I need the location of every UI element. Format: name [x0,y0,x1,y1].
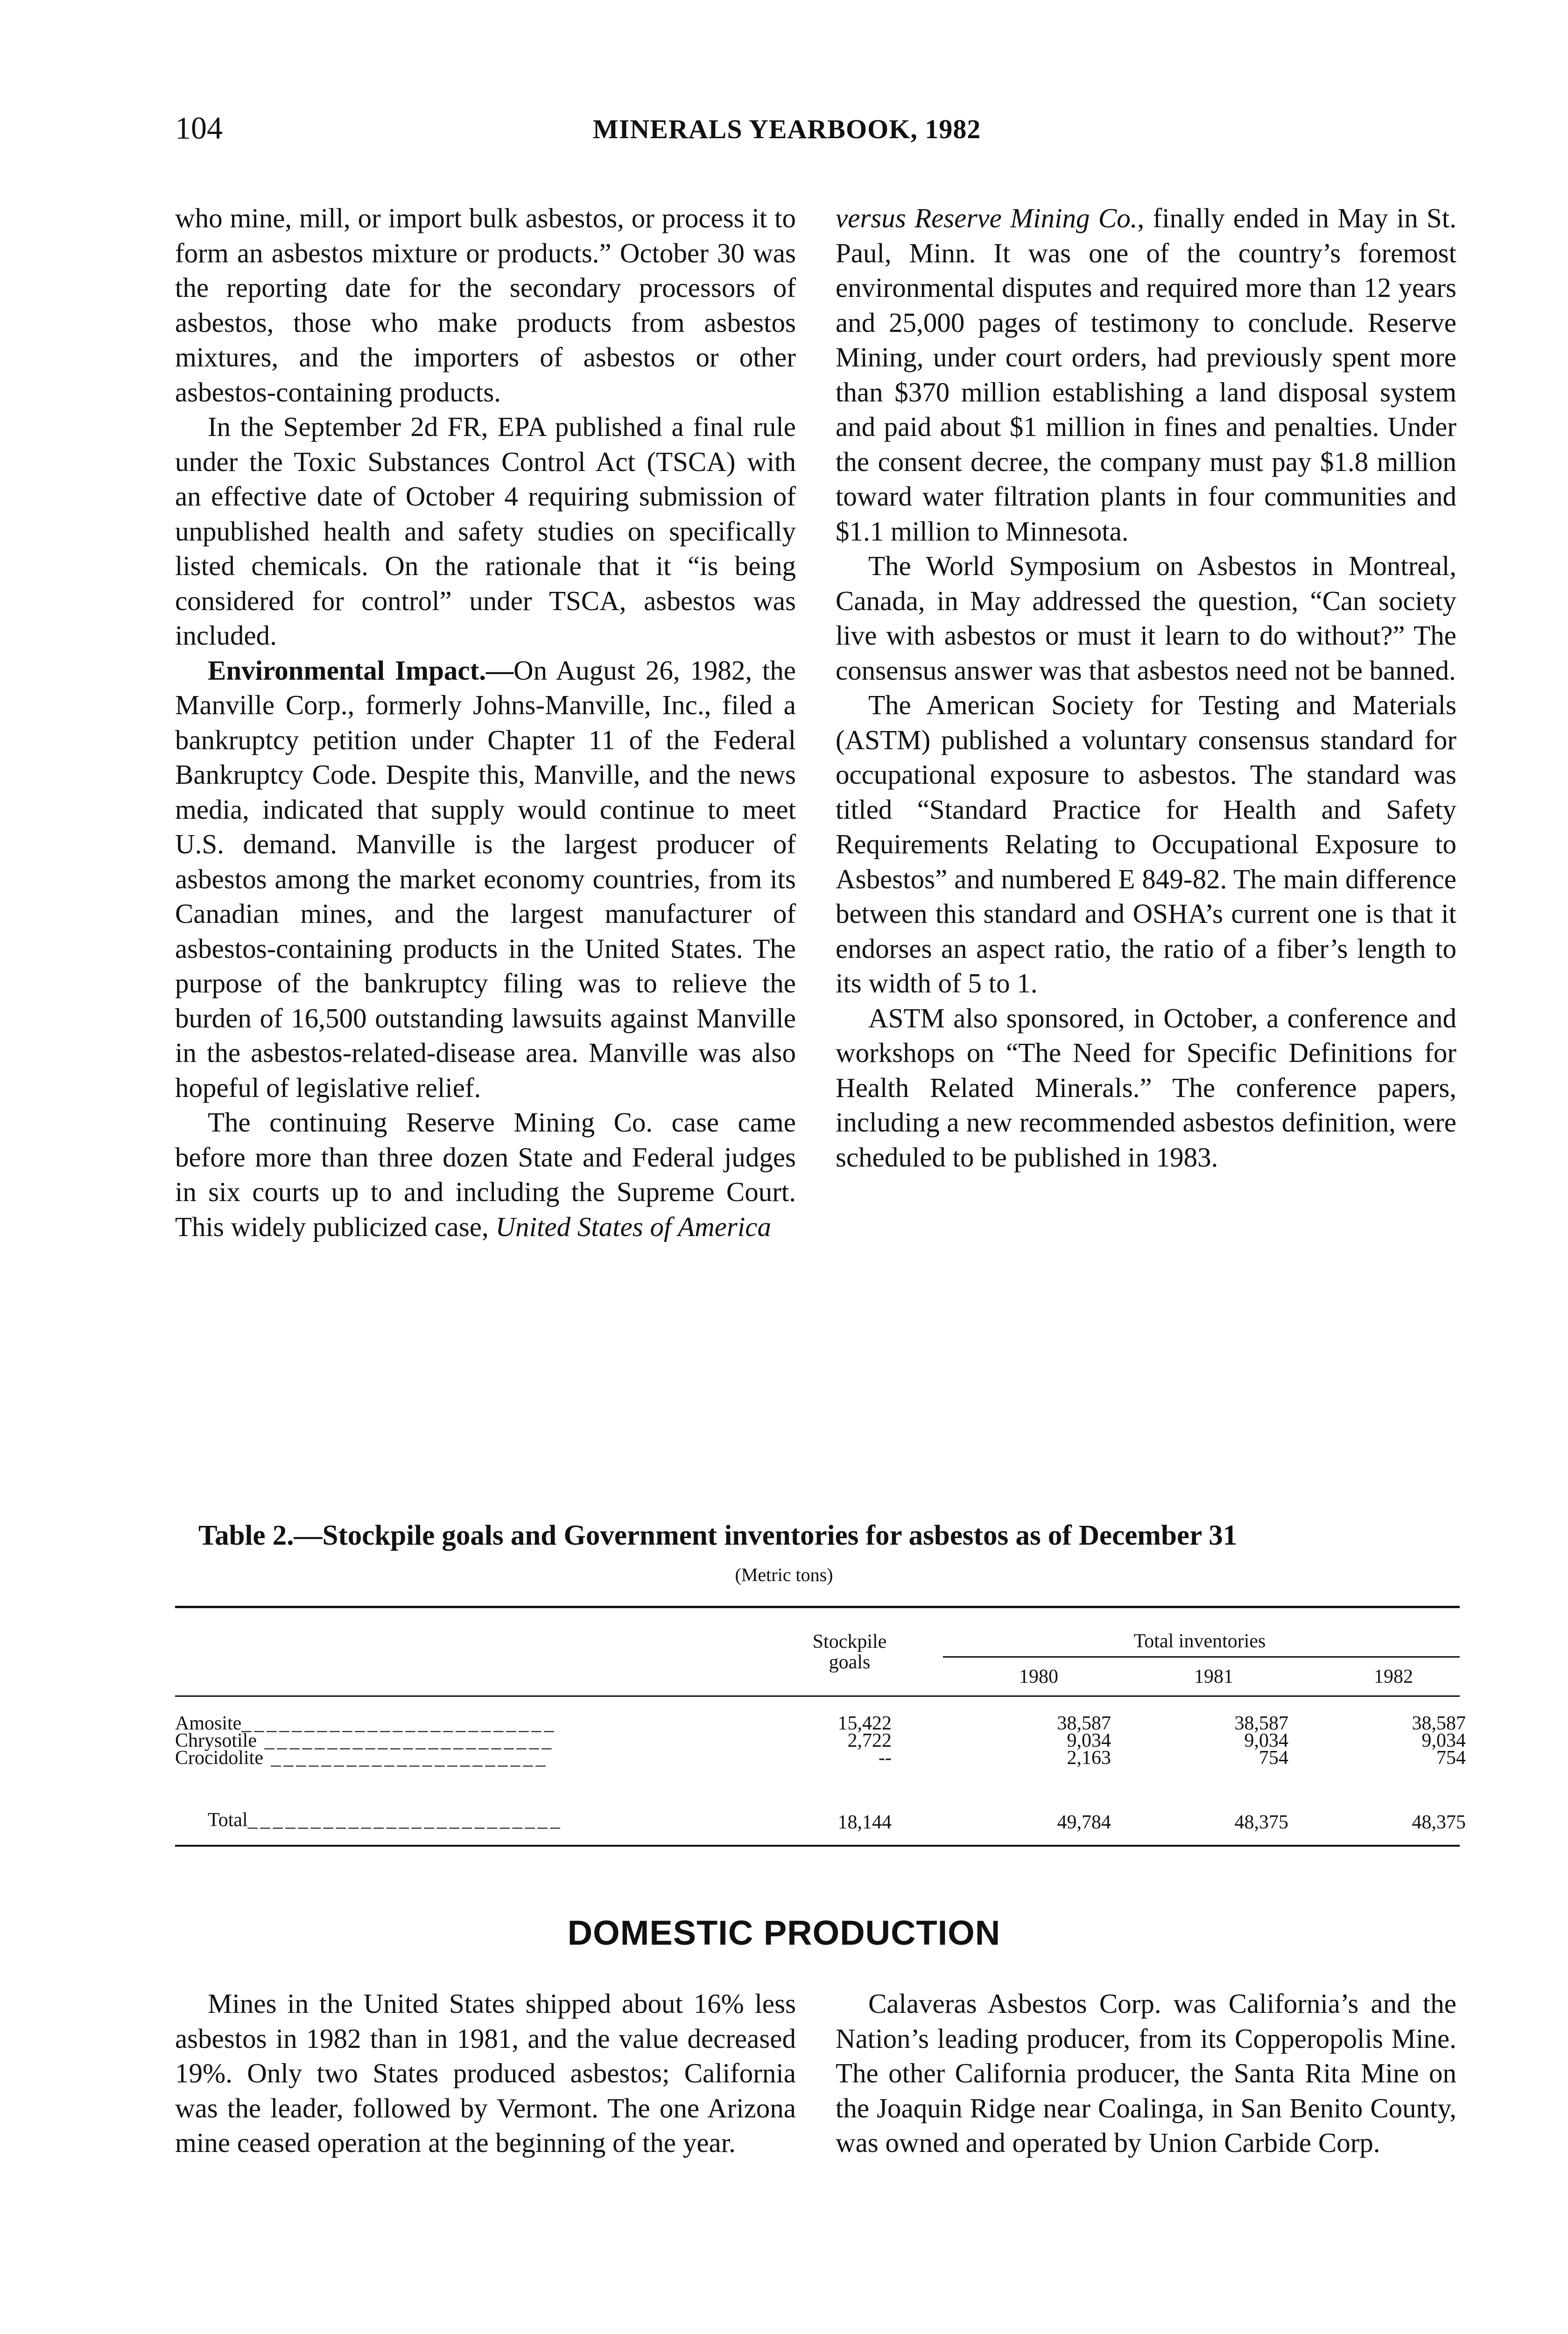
paragraph-body: On August 26, 1982, the Manville Corp., formerly Johns-Manville, Inc., filed a bankruptcy petition under Chapter 11 of the Federal Bankruptcy Code. Despite this, Manville, and the news media, indicated that supply would continue to meet U.S. demand. Manville is the largest producer of asbestos among the market economy countries, from its Canadian mines, and the largest manufacturer of asbestos-containing products in the United States. The purpose of the bankruptcy filing was to relieve the burden of 16,500 outstanding lawsuits against Manville in the asbestos-related-disease area. Manville was also hopeful of legislative relief. [175,654,796,1103]
cell-total-goal: 18,144 [837,1812,892,1833]
cell-1982: 754 [1436,1747,1466,1769]
case-name: versus Reserve Mining Co. [836,203,1138,233]
cell-1981: 38,587 [1234,1713,1288,1734]
paragraph: Mines in the United States shipped about 16% less asbestos in 1982 than in 1981, and the value decreased 19%. Only two States produced asbestos; California was the leader, followed by Vermont. The one Arizona mine ceased operation at the beginning of the year. [175,1988,796,2158]
left-text-column [175,201,796,1244]
table-total-label: Total_________________________ [208,1809,563,1831]
cell-goal: -- [879,1747,892,1769]
cell-goal: 2,722 [847,1730,892,1751]
paragraph [175,1105,796,1244]
table-bottom-rule [175,1845,1460,1847]
cell-goal: 15,422 [837,1713,892,1734]
table-row-label: Amosite_________________________ [175,1713,557,1734]
header-year-1980: 1980 [1019,1666,1058,1687]
cell-1982: 9,034 [1421,1730,1466,1751]
running-header: MINERALS YEARBOOK, 1982 [593,114,981,144]
cell-total-1982: 48,375 [1412,1812,1466,1833]
paragraph: The World Symposium on Asbestos in Montreal, Canada, in May addressed the question, “Can society live with asbestos or must it learn to do without?” The consensus answer was that asbestos need not be banned. [836,550,1456,686]
header-stockpile-goals: Stockpile goals [812,1631,887,1673]
header-total-inventories: Total inventories [1133,1631,1266,1652]
paragraph: Calaveras Asbestos Corp. was California’s and the Nation’s leading producer, from its Copperopolis Mine. The other California producer, the Santa Rita Mine on the Joaquin Ridge near Coalinga, in San Benito County, was owned and operated by Union Carbide Corp. [836,1988,1456,2158]
cell-total-1980: 49,784 [1057,1812,1111,1833]
header-year-1981: 1981 [1194,1666,1233,1687]
page-number: 104 [175,110,223,146]
paragraph-body: , finally ended in May in St. Paul, Minn. It was one of the country’s foremost environmental disputes and required more than 12 years and 25,000 pages of testimony to conclude. Reserve Mining, under court orders, had previously spent more than $370 million establishing a land disposal system and paid about $1 million in fines and penalties. Under the consent decree, the company must pay $1.8 million toward water filtration plants in four communities and $1.1 million to Minnesota. [836,203,1457,547]
section-heading: DOMESTIC PRODUCTION [567,1913,1001,1952]
cell-total-1981: 48,375 [1234,1812,1288,1833]
run-in-heading: Environmental Impact.— [208,654,513,686]
paragraph [836,201,1456,548]
cell-1980: 9,034 [1067,1730,1111,1751]
left-text-column [175,1986,796,2160]
right-text-column [836,201,1456,1174]
paragraph [175,653,796,1105]
cell-1981: 9,034 [1244,1730,1288,1751]
cell-1982: 38,587 [1412,1713,1466,1734]
paragraph: who mine, mill, or import bulk asbestos, or process it to form an asbestos mixture or products.” October 30 was the reporting date for the secondary processors of asbestos, those who make products from asbestos mixtures, and the importers of asbestos or other asbestos-containing products. [175,203,796,408]
table-top-rule [175,1606,1460,1608]
table-title: Table 2.—Stockpile goals and Government inventories for asbestos as of December 31 [198,1520,1238,1551]
paragraph: The American Society for Testing and Materials (ASTM) published a voluntary consensus standard for occupational exposure to asbestos. The standard was titled “Standard Practice for Health and Safety Requirements Relating to Occupational Exposure to Asbestos” and numbered E 849-82. The main difference between this standard and OSHA’s current one is that it endorses an aspect ratio, the ratio of a fiber’s length to its width of 5 to 1. [836,689,1456,998]
right-text-column [836,1986,1456,2160]
table-unit: (Metric tons) [735,1564,833,1585]
cell-1981: 754 [1259,1747,1288,1769]
table-row-label: Chrysotile _______________________ [175,1730,555,1751]
cell-1980: 38,587 [1057,1713,1111,1734]
paragraph: In the September 2d FR, EPA published a final rule under the Toxic Substances Control Act (TSCA) with an effective date of October 4 requiring submission of unpublished health and safety studies on specifically listed chemicals. On the rationale that it “is being considered for control” under TSCA, asbestos was included. [175,411,796,651]
header-bottom-rule [175,1695,1460,1697]
cell-1980: 2,163 [1067,1747,1111,1769]
case-name: United States of America [495,1211,771,1242]
paragraph-body: The continuing Reserve Mining Co. case came before more than three dozen State and Federal judges in six courts up to and including the Supreme Court. This widely publicized case, [175,1107,796,1242]
header-subrule [943,1656,1460,1658]
table-row-label: Crocidolite ______________________ [175,1747,548,1769]
header-year-1982: 1982 [1374,1666,1413,1687]
paragraph: ASTM also sponsored, in October, a conference and workshops on “The Need for Specific Definitions for Health Related Minerals.” The conference papers, including a new recommended asbestos definition, were scheduled to be published in 1983. [836,1002,1456,1173]
